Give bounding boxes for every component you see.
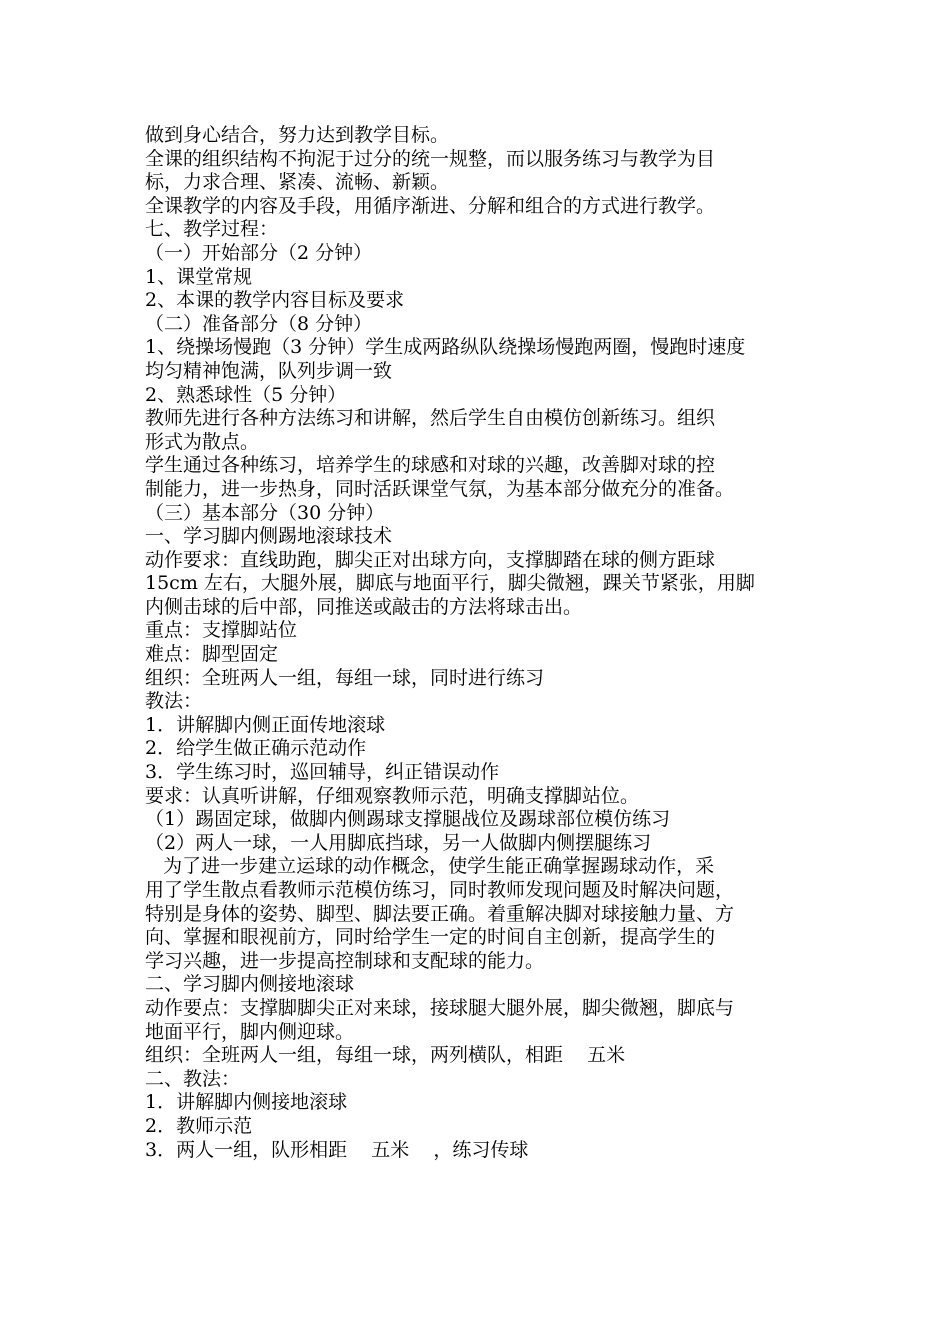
text-line: 形式为散点。: [145, 430, 260, 453]
subsection-heading: （三）基本部分（30 分钟）: [145, 501, 385, 524]
text-line: 教法：: [145, 690, 203, 713]
text-line: 难点：脚型固定: [145, 643, 279, 666]
text-line: 动作要求：直线助跑，脚尖正对出球方向，支撑脚踏在球的侧方距球: [145, 548, 716, 571]
text-line: 学生通过各种练习，培养学生的球感和对球的兴趣，改善脚对球的控: [145, 454, 716, 477]
text-line: 组织：全班两人一组，每组一球，同时进行练习: [145, 666, 545, 689]
text-line: 1、绕操场慢跑（3 分钟）学生成两路纵队绕操场慢跑两圈，慢跑时速度: [145, 336, 746, 359]
text-line: 均匀精神饱满，队列步调一致: [145, 359, 393, 382]
subsection-heading: （一）开始部分（2 分钟）: [145, 241, 373, 264]
text-line: 教师先进行各种方法练习和讲解，然后学生自由模仿创新练习。组织: [145, 407, 716, 430]
text-line: 2、熟悉球性（5 分钟）: [145, 383, 347, 406]
section-heading: 二、教法：: [145, 1067, 241, 1090]
text-line: 为了进一步建立运球的动作概念，使学生能正确掌握踢球动作，采: [145, 855, 715, 878]
list-item: 1．讲解脚内侧正面传地滚球: [145, 713, 386, 736]
text-line: 15cm 左右，大腿外展，脚底与地面平行，脚尖微翘，踝关节紧张，用脚: [145, 572, 755, 595]
section-heading: 二、学习脚内侧接地滚球: [145, 973, 355, 996]
text-line: 全课教学的内容及手段，用循序渐进、分解和组合的方式进行教学。: [145, 194, 716, 217]
list-item: （2）两人一球，一人用脚底挡球，另一人做脚内侧摆腿练习: [145, 831, 652, 854]
text-line: 特别是身体的姿势、脚型、脚法要正确。着重解决脚对球接触力量、方: [145, 902, 735, 925]
list-item: 2．教师示范: [145, 1114, 253, 1137]
text-line: 2、本课的教学内容目标及要求: [145, 289, 405, 312]
text-line: 向、掌握和眼视前方，同时给学生一定的时间自主创新，提高学生的: [145, 926, 716, 949]
text-line: 内侧击球的后中部，同推送或敲击的方法将球击出。: [145, 595, 583, 618]
text-line: 全课的组织结构不拘泥于过分的统一规整，而以服务练习与教学为目: [145, 147, 716, 170]
section-heading: 七、教学过程：: [145, 218, 279, 241]
subsection-heading: （二）准备部分（8 分钟）: [145, 312, 373, 335]
text-line: 学习兴趣，进一步提高控制球和支配球的能力。: [145, 949, 545, 972]
list-item: 3．两人一组，队形相距 五米 ，练习传球: [145, 1138, 529, 1161]
text-line: 重点：支撑脚站位: [145, 619, 298, 642]
text-line: 标，力求合理、紧凑、流畅、新颖。: [145, 171, 450, 194]
list-item: 2．给学生做正确示范动作: [145, 737, 367, 760]
text-line: 用了学生散点看教师示范模仿练习，同时教师发现问题及时解决问题，: [145, 879, 735, 901]
text-line: 动作要点：支撑脚脚尖正对来球，接球腿大腿外展，脚尖微翘，脚底与: [145, 996, 735, 1019]
list-item: （1）踢固定球，做脚内侧踢球支撑腿战位及踢球部位模仿练习: [145, 808, 671, 831]
section-heading: 一、学习脚内侧踢地滚球技术: [145, 525, 393, 548]
list-item: 1．讲解脚内侧接地滚球: [145, 1091, 348, 1114]
text-line: 要求：认真听讲解，仔细观察教师示范，明确支撑脚站位。: [145, 784, 640, 807]
text-line: 做到身心结合，努力达到教学目标。: [145, 124, 450, 146]
text-line: 组织：全班两人一组，每组一球，两列横队，相距 五米: [145, 1044, 626, 1067]
text-line: 地面平行，脚内侧迎球。: [145, 1020, 355, 1043]
text-line: 1、课堂常规: [145, 265, 253, 288]
document-body: [145, 124, 825, 1162]
text-line: 制能力，进一步热身，同时活跃课堂气氛，为基本部分做充分的准备。: [145, 477, 735, 500]
list-item: 3．学生练习时，巡回辅导，纠正错误动作: [145, 761, 500, 784]
